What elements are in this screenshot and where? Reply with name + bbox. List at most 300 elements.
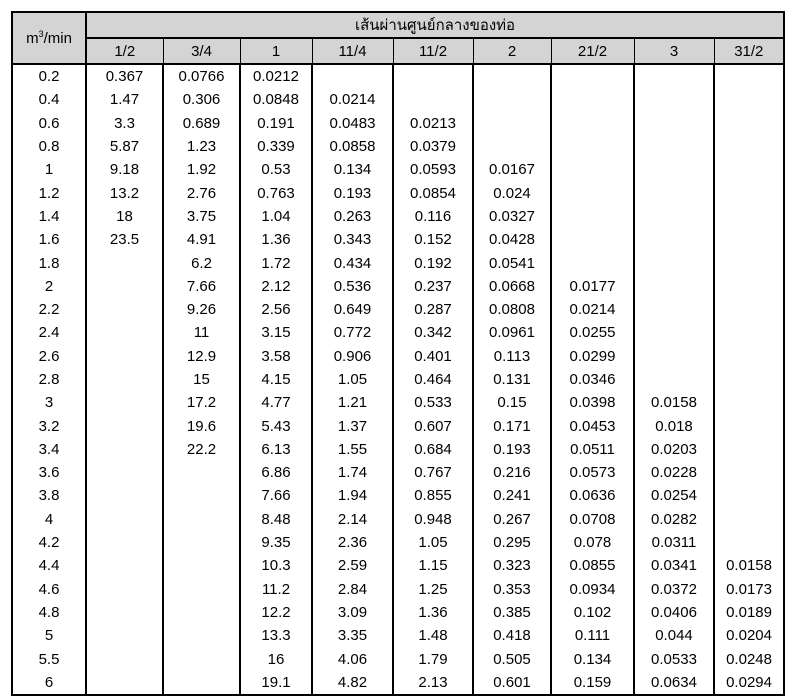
table-cell: 1.23: [163, 135, 240, 158]
table-cell: 0.0346: [551, 368, 634, 391]
table-cell: 0.193: [312, 181, 393, 204]
table-cell: 6.2: [163, 251, 240, 274]
table-cell: 0.306: [163, 88, 240, 111]
table-cell: [473, 64, 551, 88]
table-cell: 0.0212: [240, 64, 312, 88]
table-cell: [634, 275, 714, 298]
flow-rate-cell: 2.8: [12, 368, 86, 391]
pipe-size-header: 1: [240, 38, 312, 64]
table-row: [12, 88, 784, 111]
table-cell: [86, 391, 163, 414]
table-cell: 0.0428: [473, 228, 551, 251]
table-cell: [634, 368, 714, 391]
table-cell: 0.0311: [634, 531, 714, 554]
flow-unit-suffix: /min: [43, 29, 72, 47]
table-cell: 0.216: [473, 461, 551, 484]
table-cell: [86, 298, 163, 321]
table-cell: 0.263: [312, 205, 393, 228]
table-cell: 0.044: [634, 624, 714, 647]
table-cell: [163, 601, 240, 624]
table-cell: 0.0533: [634, 647, 714, 670]
table-cell: 0.0204: [714, 624, 784, 647]
table-cell: [551, 181, 634, 204]
flow-rate-cell: 3.2: [12, 414, 86, 437]
table-cell: [714, 112, 784, 135]
table-cell: 0.0634: [634, 671, 714, 695]
table-cell: 13.3: [240, 624, 312, 647]
table-cell: 0.689: [163, 112, 240, 135]
flow-rate-cell: 3.8: [12, 484, 86, 507]
table-cell: 5.43: [240, 414, 312, 437]
table-cell: 0.464: [393, 368, 473, 391]
table-cell: 0.192: [393, 251, 473, 274]
table-cell: 0.536: [312, 275, 393, 298]
table-cell: 0.0961: [473, 321, 551, 344]
table-header: [12, 12, 784, 64]
table-cell: [86, 601, 163, 624]
table-cell: 1.79: [393, 647, 473, 670]
table-cell: 0.15: [473, 391, 551, 414]
table-cell: 1.37: [312, 414, 393, 437]
table-cell: 0.193: [473, 438, 551, 461]
flow-rate-cell: 3.4: [12, 438, 86, 461]
table-cell: 0.0173: [714, 578, 784, 601]
table-cell: [714, 484, 784, 507]
table-cell: 0.353: [473, 578, 551, 601]
table-cell: 3.15: [240, 321, 312, 344]
table-cell: [551, 205, 634, 228]
table-cell: [551, 158, 634, 181]
table-cell: 1.36: [393, 601, 473, 624]
table-row: [12, 321, 784, 344]
table-cell: 17.2: [163, 391, 240, 414]
table-cell: [393, 64, 473, 88]
table-cell: [86, 578, 163, 601]
table-row: [12, 531, 784, 554]
flow-rate-cell: 0.2: [12, 64, 86, 88]
table-cell: 6.13: [240, 438, 312, 461]
table-row: [12, 578, 784, 601]
pipe-size-header: 3/4: [163, 38, 240, 64]
table-cell: 0.601: [473, 671, 551, 695]
table-cell: 1.05: [312, 368, 393, 391]
table-row: [12, 368, 784, 391]
flow-rate-cell: 1.4: [12, 205, 86, 228]
table-cell: 1.36: [240, 228, 312, 251]
table-cell: 0.102: [551, 601, 634, 624]
table-cell: 0.763: [240, 181, 312, 204]
table-cell: [634, 228, 714, 251]
table-cell: 0.401: [393, 345, 473, 368]
flow-rate-cell: 2.2: [12, 298, 86, 321]
flow-rate-cell: 2.4: [12, 321, 86, 344]
table-cell: 1.72: [240, 251, 312, 274]
table-cell: 7.66: [240, 484, 312, 507]
pipe-size-header: 11/2: [393, 38, 473, 64]
flow-rate-cell: 3.6: [12, 461, 86, 484]
table-cell: 0.0254: [634, 484, 714, 507]
table-cell: [163, 461, 240, 484]
table-cell: 0.505: [473, 647, 551, 670]
table-cell: 0.0848: [240, 88, 312, 111]
table-row: [12, 671, 784, 695]
table-cell: 0.134: [312, 158, 393, 181]
pipe-size-header: 1/2: [86, 38, 163, 64]
table-cell: 2.14: [312, 508, 393, 531]
table-cell: [634, 64, 714, 88]
table-cell: 2.76: [163, 181, 240, 204]
table-cell: 1.94: [312, 484, 393, 507]
table-cell: 0.0855: [551, 554, 634, 577]
table-cell: 0.191: [240, 112, 312, 135]
table-cell: 4.77: [240, 391, 312, 414]
flow-rate-cell: 1.8: [12, 251, 86, 274]
flow-rate-cell: 2.6: [12, 345, 86, 368]
table-cell: [714, 508, 784, 531]
table-cell: [714, 251, 784, 274]
flow-rate-cell: 1: [12, 158, 86, 181]
table-cell: [86, 671, 163, 695]
table-cell: [714, 158, 784, 181]
table-cell: 0.342: [393, 321, 473, 344]
flow-unit-exponent: 3: [38, 28, 44, 39]
table-cell: 1.92: [163, 158, 240, 181]
pipe-diameter-header: เส้นผ่านศูนย์กลางของท่อ: [86, 12, 784, 38]
flow-rate-cell: 4.6: [12, 578, 86, 601]
table-cell: [634, 321, 714, 344]
pipe-size-header: 2: [473, 38, 551, 64]
table-cell: [312, 64, 393, 88]
table-cell: [714, 368, 784, 391]
table-cell: [714, 205, 784, 228]
table-cell: [551, 88, 634, 111]
table-cell: [163, 484, 240, 507]
table-cell: 0.295: [473, 531, 551, 554]
table-cell: [634, 181, 714, 204]
table-cell: [86, 647, 163, 670]
table-cell: 0.0636: [551, 484, 634, 507]
table-cell: 0.0203: [634, 438, 714, 461]
table-row: [12, 228, 784, 251]
table-cell: [551, 112, 634, 135]
table-cell: 18: [86, 205, 163, 228]
table-cell: 11: [163, 321, 240, 344]
table-cell: 0.0766: [163, 64, 240, 88]
table-cell: 0.152: [393, 228, 473, 251]
table-cell: 0.0228: [634, 461, 714, 484]
table-cell: [163, 578, 240, 601]
table-cell: [551, 64, 634, 88]
table-cell: 0.024: [473, 181, 551, 204]
table-cell: 0.0483: [312, 112, 393, 135]
table-cell: [634, 112, 714, 135]
table-cell: 0.948: [393, 508, 473, 531]
table-cell: [714, 414, 784, 437]
table-cell: 0.267: [473, 508, 551, 531]
table-cell: 0.0573: [551, 461, 634, 484]
table-cell: 0.0255: [551, 321, 634, 344]
table-row: [12, 181, 784, 204]
table-cell: 0.237: [393, 275, 473, 298]
table-cell: 1.74: [312, 461, 393, 484]
table-cell: 0.0158: [634, 391, 714, 414]
pipe-flow-table: [11, 11, 785, 696]
table-cell: [714, 461, 784, 484]
table-cell: 0.0372: [634, 578, 714, 601]
table-cell: 0.0708: [551, 508, 634, 531]
table-row: [12, 251, 784, 274]
table-cell: 0.0282: [634, 508, 714, 531]
flow-rate-cell: 1.6: [12, 228, 86, 251]
table-body: [12, 64, 784, 695]
table-cell: [86, 438, 163, 461]
flow-rate-cell: 5.5: [12, 647, 86, 670]
table-cell: [86, 508, 163, 531]
table-cell: [714, 228, 784, 251]
table-cell: 0.855: [393, 484, 473, 507]
table-cell: 7.66: [163, 275, 240, 298]
table-cell: 11.2: [240, 578, 312, 601]
table-cell: 0.343: [312, 228, 393, 251]
table-cell: 0.607: [393, 414, 473, 437]
table-cell: 4.91: [163, 228, 240, 251]
table-cell: 0.287: [393, 298, 473, 321]
table-row: [12, 391, 784, 414]
table-row: [12, 112, 784, 135]
table-cell: 0.134: [551, 647, 634, 670]
table-cell: 19.6: [163, 414, 240, 437]
table-cell: 0.0158: [714, 554, 784, 577]
flow-rate-cell: 4: [12, 508, 86, 531]
table-row: [12, 345, 784, 368]
table-row: [12, 64, 784, 88]
table-cell: [86, 484, 163, 507]
table-cell: 0.367: [86, 64, 163, 88]
table-cell: 9.26: [163, 298, 240, 321]
table-cell: 15: [163, 368, 240, 391]
table-cell: [714, 135, 784, 158]
flow-rate-cell: 0.6: [12, 112, 86, 135]
table-cell: 0.241: [473, 484, 551, 507]
table-cell: 0.339: [240, 135, 312, 158]
table-cell: 0.533: [393, 391, 473, 414]
flow-unit-header: [12, 12, 86, 64]
table-cell: [714, 298, 784, 321]
table-cell: 1.04: [240, 205, 312, 228]
table-cell: 3.3: [86, 112, 163, 135]
table-cell: 0.171: [473, 414, 551, 437]
pipe-size-row: [12, 38, 784, 64]
table-cell: [714, 391, 784, 414]
table-cell: [163, 554, 240, 577]
table-row: [12, 624, 784, 647]
table-row: [12, 135, 784, 158]
table-cell: [163, 624, 240, 647]
flow-rate-cell: 0.8: [12, 135, 86, 158]
flow-rate-cell: 2: [12, 275, 86, 298]
table-cell: [714, 531, 784, 554]
table-cell: 6.86: [240, 461, 312, 484]
table-cell: 0.0668: [473, 275, 551, 298]
table-cell: 2.84: [312, 578, 393, 601]
table-cell: 0.0398: [551, 391, 634, 414]
table-cell: [86, 368, 163, 391]
table-cell: [163, 647, 240, 670]
table-cell: 4.15: [240, 368, 312, 391]
table-cell: 12.2: [240, 601, 312, 624]
table-cell: 23.5: [86, 228, 163, 251]
table-cell: 0.116: [393, 205, 473, 228]
table-cell: 0.018: [634, 414, 714, 437]
table-cell: 3.75: [163, 205, 240, 228]
table-cell: 1.25: [393, 578, 473, 601]
table-cell: [551, 251, 634, 274]
table-cell: [634, 205, 714, 228]
table-cell: 1.47: [86, 88, 163, 111]
table-cell: 0.0541: [473, 251, 551, 274]
table-cell: 0.0177: [551, 275, 634, 298]
table-cell: 13.2: [86, 181, 163, 204]
pipe-size-header: 31/2: [714, 38, 784, 64]
table-cell: [473, 135, 551, 158]
table-cell: 0.772: [312, 321, 393, 344]
table-cell: 3.58: [240, 345, 312, 368]
table-cell: [634, 298, 714, 321]
table-cell: 0.078: [551, 531, 634, 554]
table-cell: [86, 251, 163, 274]
flow-rate-cell: 4.4: [12, 554, 86, 577]
table-cell: 0.0341: [634, 554, 714, 577]
table-cell: [634, 345, 714, 368]
table-cell: 2.56: [240, 298, 312, 321]
table-cell: 0.0189: [714, 601, 784, 624]
table-cell: 9.35: [240, 531, 312, 554]
table-row: [12, 275, 784, 298]
table-cell: 0.323: [473, 554, 551, 577]
flow-unit-base: m: [26, 29, 39, 47]
table-cell: 0.0294: [714, 671, 784, 695]
table-cell: 0.649: [312, 298, 393, 321]
table-cell: 0.767: [393, 461, 473, 484]
header-title-row: [12, 12, 784, 38]
table-cell: [634, 88, 714, 111]
table-cell: [163, 531, 240, 554]
table-row: [12, 158, 784, 181]
table-cell: [86, 554, 163, 577]
table-cell: 0.0327: [473, 205, 551, 228]
table-cell: 2.36: [312, 531, 393, 554]
table-cell: [714, 64, 784, 88]
table-cell: 3.09: [312, 601, 393, 624]
table-cell: 0.0934: [551, 578, 634, 601]
table-cell: [714, 321, 784, 344]
table-cell: [551, 135, 634, 158]
table-cell: [86, 275, 163, 298]
table-cell: 5.87: [86, 135, 163, 158]
table-cell: 0.113: [473, 345, 551, 368]
table-row: [12, 554, 784, 577]
table-cell: 0.0406: [634, 601, 714, 624]
table-cell: 1.21: [312, 391, 393, 414]
table-row: [12, 484, 784, 507]
table-cell: [714, 438, 784, 461]
table-cell: [393, 88, 473, 111]
table-cell: [473, 112, 551, 135]
table-cell: 2.12: [240, 275, 312, 298]
table-cell: 16: [240, 647, 312, 670]
table-cell: 0.0167: [473, 158, 551, 181]
table-cell: 0.159: [551, 671, 634, 695]
table-row: [12, 414, 784, 437]
table-row: [12, 461, 784, 484]
table-cell: 0.0808: [473, 298, 551, 321]
table-cell: 8.48: [240, 508, 312, 531]
flow-rate-cell: 4.8: [12, 601, 86, 624]
table-cell: [86, 414, 163, 437]
table-cell: 0.0379: [393, 135, 473, 158]
table-cell: 4.06: [312, 647, 393, 670]
flow-rate-cell: 6: [12, 671, 86, 695]
table-row: [12, 298, 784, 321]
flow-rate-cell: 0.4: [12, 88, 86, 111]
table-cell: 0.0858: [312, 135, 393, 158]
table-cell: 0.0854: [393, 181, 473, 204]
table-cell: [86, 321, 163, 344]
table-cell: 0.434: [312, 251, 393, 274]
table-row: [12, 601, 784, 624]
table-cell: 3.35: [312, 624, 393, 647]
table-row: [12, 438, 784, 461]
table-cell: [714, 181, 784, 204]
pipe-size-header: 3: [634, 38, 714, 64]
table-cell: [86, 624, 163, 647]
table-cell: 0.906: [312, 345, 393, 368]
table-cell: [714, 88, 784, 111]
table-cell: 0.0593: [393, 158, 473, 181]
table-cell: 4.82: [312, 671, 393, 695]
flow-rate-cell: 3: [12, 391, 86, 414]
table-cell: 1.05: [393, 531, 473, 554]
table-cell: 1.48: [393, 624, 473, 647]
table-row: [12, 508, 784, 531]
table-cell: [163, 508, 240, 531]
flow-rate-cell: 4.2: [12, 531, 86, 554]
table-cell: [163, 671, 240, 695]
table-cell: 2.59: [312, 554, 393, 577]
table-cell: 22.2: [163, 438, 240, 461]
table-cell: 0.131: [473, 368, 551, 391]
table-cell: [634, 158, 714, 181]
table-cell: 0.385: [473, 601, 551, 624]
table-cell: 1.55: [312, 438, 393, 461]
table-cell: 0.0213: [393, 112, 473, 135]
table-cell: 0.0453: [551, 414, 634, 437]
table-cell: 2.13: [393, 671, 473, 695]
table-cell: 0.0248: [714, 647, 784, 670]
table-cell: [86, 461, 163, 484]
pipe-size-header: 21/2: [551, 38, 634, 64]
table-row: [12, 647, 784, 670]
table-cell: 0.0214: [551, 298, 634, 321]
table-cell: [551, 228, 634, 251]
table-cell: 0.111: [551, 624, 634, 647]
table-cell: 0.0299: [551, 345, 634, 368]
table-cell: [86, 531, 163, 554]
pipe-size-header: 11/4: [312, 38, 393, 64]
table-cell: 10.3: [240, 554, 312, 577]
table-cell: 1.15: [393, 554, 473, 577]
table-cell: 19.1: [240, 671, 312, 695]
